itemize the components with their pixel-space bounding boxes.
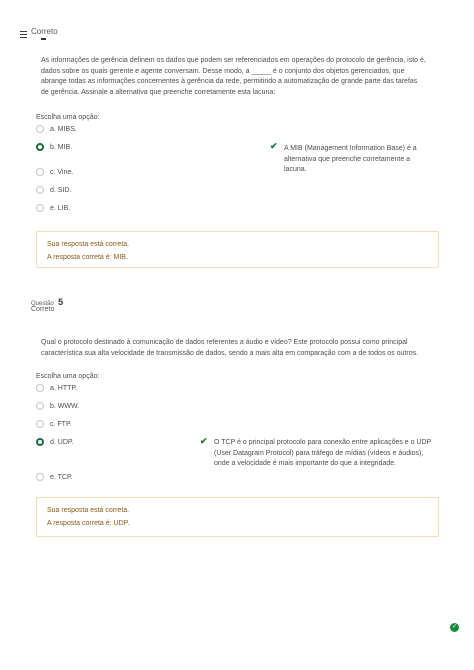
q4-option-c[interactable]: c. Vine. [36, 168, 73, 176]
radio-button[interactable] [36, 420, 44, 428]
q5-option-c[interactable]: c. FTP. [36, 420, 72, 428]
question-4-prompt: Escolha uma opção: [36, 114, 100, 121]
q5-option-a[interactable]: a. HTTP. [36, 384, 77, 392]
radio-button[interactable] [36, 384, 44, 392]
q4-result: Sua resposta está correta. [47, 241, 130, 248]
radio-button[interactable] [36, 204, 44, 212]
q4-answer-box [36, 231, 439, 268]
check-icon: ✔ [270, 141, 278, 151]
q4-option-d[interactable]: d. SID. [36, 186, 71, 194]
radio-button[interactable] [36, 168, 44, 176]
radio-button-selected[interactable] [36, 438, 44, 446]
check-circle-icon: ✓ [451, 624, 458, 630]
radio-button[interactable] [36, 186, 44, 194]
q5-result: Sua resposta está correta. [47, 507, 130, 514]
radio-button[interactable] [36, 125, 44, 133]
question-5-prompt: Escolha uma opção: [36, 373, 100, 380]
question-label: Questão [31, 301, 54, 307]
q5-answer-box [36, 497, 439, 537]
q4-correct-answer: A resposta correta é: MIB. [47, 254, 128, 261]
question-number: 5 [58, 297, 64, 307]
q5-correct-answer: A resposta correta é: UDP. [47, 520, 130, 527]
question-5-status: Correto [31, 306, 55, 313]
question-5-text: Qual o protocolo destinado à comunicação de dados referentes a áudio e vídeo? Este protocolo possui como principal característica sua alta velocidade de transmissão de dados, sendo a mais alta em comparação com a de todos os outros. [41, 339, 419, 357]
radio-button[interactable] [36, 473, 44, 481]
check-icon: ✔ [200, 436, 208, 446]
q4-option-e[interactable]: e. LIB. [36, 204, 70, 212]
question-4-text: As informações de gerência definem os dados que podem ser referenciados em operações do protocolo de gerência, isto é, dados sobre os quais gerente e agente conversam. Desse modo, a _____ é o conjunto dos objetos gerenciados, que abrange todas as informações concernentes à gerência da rede, permitindo a automatização de grande parte das tarefas de gerência. Assinale a alternativa que preenche corretamente esta lacuna: [41, 57, 426, 96]
radio-button-selected[interactable] [36, 143, 44, 151]
menu-icon[interactable] [20, 31, 27, 40]
flag-marker [41, 38, 46, 40]
radio-button[interactable] [36, 402, 44, 410]
q4-option-a[interactable]: a. MIBS. [36, 125, 77, 133]
q5-option-b[interactable]: b. WWW. [36, 402, 79, 410]
q5-option-d[interactable]: d. UDP. [36, 438, 74, 446]
question-4-status: Correto [31, 27, 58, 36]
q5-option-e[interactable]: e. TCP. [36, 473, 73, 481]
q4-feedback: A MIB (Management Information Base) é a alternativa que preenche corretamente a lacuna. [284, 145, 417, 173]
q5-feedback: O TCP é o principal protocolo para conexão entre aplicações e o UDP (User Datagram Protocol) para tráfego de mídias (vídeos e áudios), onde a velocidade é mais importante do que a integridade. [214, 439, 432, 467]
q4-option-b[interactable]: b. MIB. [36, 143, 72, 151]
